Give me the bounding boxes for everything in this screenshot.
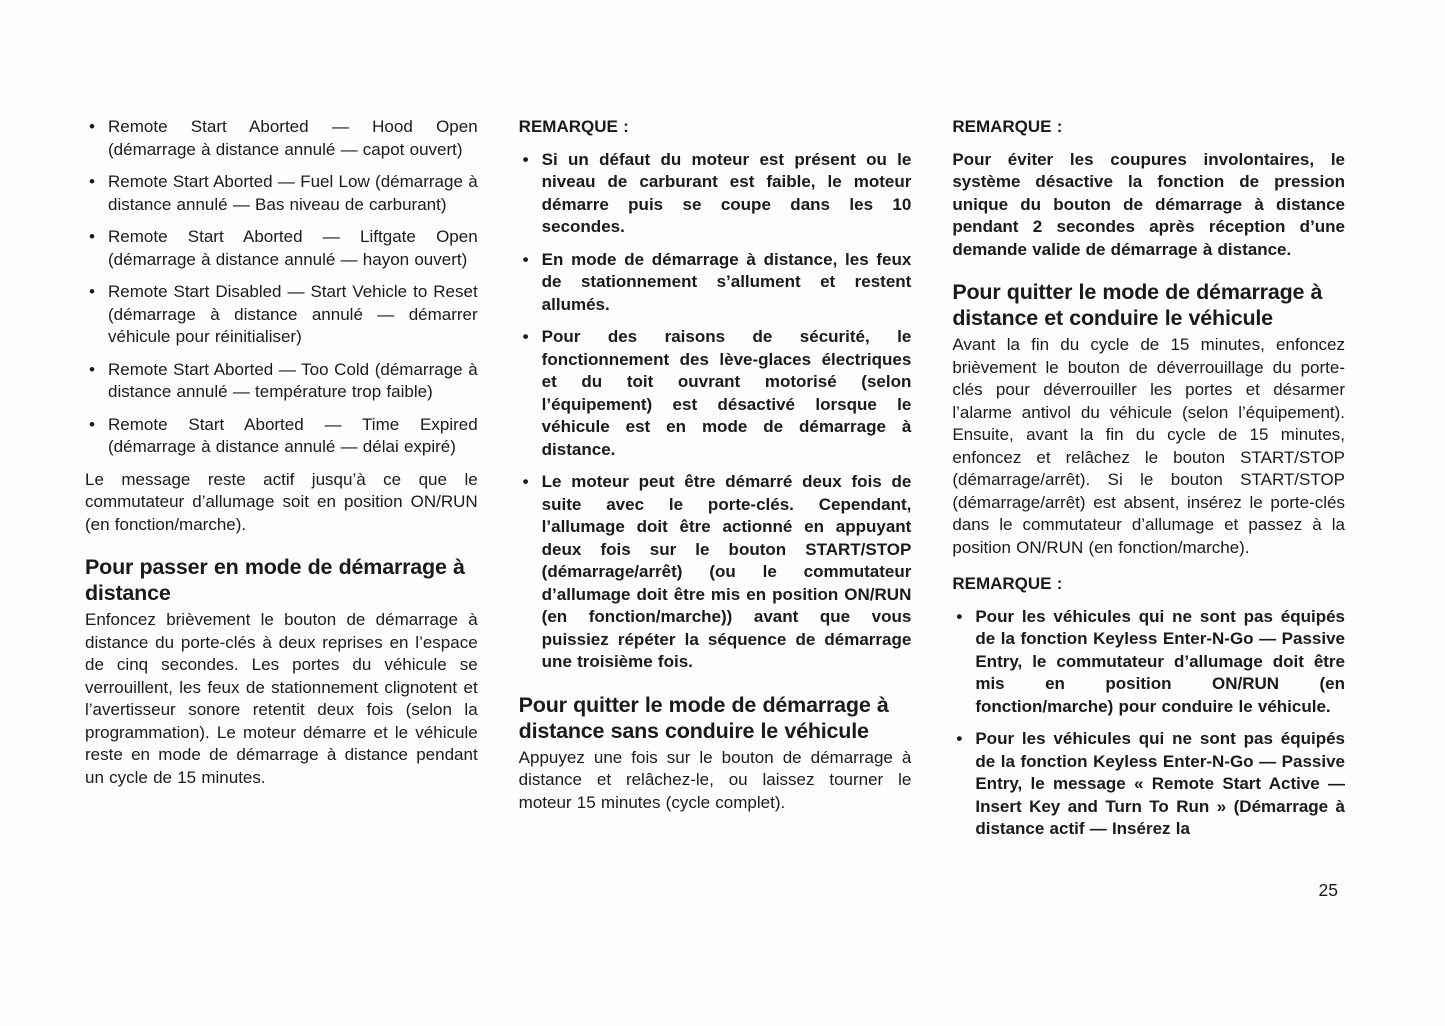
list-item-text: Remote Start Aborted — Liftgate Open (démarrage à distance annulé — hayon ouvert) (108, 227, 478, 269)
list-item (85, 226, 478, 271)
bullet-icon: • (89, 414, 95, 434)
column-2 (519, 116, 912, 851)
list-item-text: Remote Start Aborted — Time Expired (démarrage à distance annulé — délai expiré) (108, 414, 478, 456)
list-item-text: Pour les véhicules qui ne sont pas équipés de la fonction Keyless Enter-N-Go — Passive Entry, le commutateur d’allumage doit être mis en position ON/RUN (en fonction/marche) pour conduire le véhicule. (975, 606, 1346, 716)
section-heading-exit-and-drive: Pour quitter le mode de démarrage à distance et conduire le véhicule (952, 280, 1323, 330)
column-3 (952, 116, 1345, 851)
list-item (519, 326, 912, 461)
list-item (85, 281, 478, 349)
list-item-text: Remote Start Aborted — Fuel Low (démarrage à distance annulé — Bas niveau de carburant) (108, 172, 478, 214)
bullet-icon: • (956, 729, 963, 748)
three-column-layout (85, 116, 1345, 851)
list-item-text: Pour les véhicules qui ne sont pas équipés de la fonction Keyless Enter-N-Go — Passive Entry, le message « Remote Start Active — Insert Key and Turn To Run » (Démarrage à distance actif — Insérez la (975, 729, 1346, 838)
note-label: REMARQUE : (518, 117, 629, 136)
bullet-icon: • (89, 359, 95, 379)
bullet-icon: • (522, 249, 529, 269)
list-item (85, 359, 478, 404)
note-list (519, 149, 912, 674)
page-number: 25 (1318, 880, 1338, 900)
list-item (519, 471, 912, 674)
note-label: REMARQUE : (952, 117, 1063, 136)
bullet-icon: • (522, 327, 529, 346)
list-item-text: Pour des raisons de sécurité, le fonctionnement des lève-glaces électriques et du toit ouvrant motorisé (selon l’équipement) est désactivé lorsque le véhicule est en mode de démarrage à distance. (541, 327, 912, 459)
bullet-icon: • (89, 282, 95, 301)
note-list (952, 606, 1345, 841)
list-item (952, 606, 1345, 719)
section-heading-exit-without-driving: Pour quitter le mode de démarrage à distance sans conduire le véhicule (518, 692, 889, 743)
status-message-list (85, 116, 478, 459)
bullet-icon: • (956, 606, 963, 626)
column-1 (85, 116, 478, 851)
paragraph-message-active: Le message reste actif jusqu’à ce que le commutateur d’allumage soit en position ON/RUN (en fonction/marche). (85, 469, 478, 534)
list-item-text: Le moteur peut être démarré deux fois de suite avec le porte-clés. Cependant, l’allumage doit être actionné en appuyant deux fois sur le bouton START/STOP (démarrage/arrêt) (ou le commutateur d’allumage doit être mis en position ON/RUN (en fonction/marche)) avant que vous puissiez répéter la séquence de démarrage une troisième fois. (541, 472, 912, 671)
bullet-icon: • (522, 472, 529, 491)
bullet-icon: • (89, 117, 95, 136)
paragraph-exit-without-driving: Appuyez une fois sur le bouton de démarrage à distance et relâchez-le, ou laissez tourner le moteur 15 minutes (cycle complet). (518, 747, 912, 812)
list-item (85, 171, 478, 216)
list-item-text: Remote Start Aborted — Too Cold (démarrage à distance annulé — température trop faible) (108, 359, 478, 401)
list-item (519, 149, 912, 239)
bullet-icon: • (89, 227, 95, 246)
paragraph-exit-and-drive: Avant la fin du cycle de 15 minutes, enfoncez brièvement le bouton de déverrouillage du porte-clés pour déverrouiller les portes et désarmer l’alarme antivol du véhicule (selon l’équipement). Ensuite, avant la fin du cycle de 15 minutes, enfoncez et relâchez le bouton START/STOP (démarrage/arrêt). Si le bouton START/STOP (démarrage/arrêt) est absent, insérez le porte-clés dans le commutateur d’allumage et passez à la position ON/RUN (en fonction/marche). (952, 335, 1346, 557)
bullet-icon: • (89, 172, 95, 191)
list-item (85, 414, 478, 459)
note-paragraph: Pour éviter les coupures involontaires, le système désactive la fonction de pression unique du bouton de démarrage à distance pendant 2 secondes après réception d’une demande valide de démarrage à distance. (952, 149, 1346, 259)
list-item-text: Si un défaut du moteur est présent ou le niveau de carburant est faible, le moteur démarre puis se coupe dans les 10 secondes. (541, 149, 912, 236)
list-item-text: Remote Start Aborted — Hood Open (démarrage à distance annulé — capot ouvert) (108, 117, 478, 159)
list-item (519, 249, 912, 317)
list-item-text: En mode de démarrage à distance, les feux de stationnement s’allument et restent allumés. (541, 249, 912, 314)
paragraph-enter-remote-start: Enfoncez brièvement le bouton de démarrage à distance du porte-clés à deux reprises en l’espace de cinq secondes. Les portes du véhicule se verrouillent, les feux de stationnement clignotent et l’avertisseur sonore retentit deux fois (selon la programmation). Le moteur démarre et le véhicule reste en mode de démarrage à distance pendant un cycle de 15 minutes. (85, 610, 478, 787)
note-label: REMARQUE : (952, 574, 1063, 593)
list-item (952, 728, 1345, 841)
section-heading-enter-remote-start: Pour passer en mode de démarrage à distance (85, 555, 465, 605)
list-item-text: Remote Start Disabled — Start Vehicle to Reset (démarrage à distance annulé — démarrer véhicule pour réinitialiser) (108, 282, 478, 346)
list-item (85, 116, 478, 161)
bullet-icon: • (522, 149, 529, 169)
